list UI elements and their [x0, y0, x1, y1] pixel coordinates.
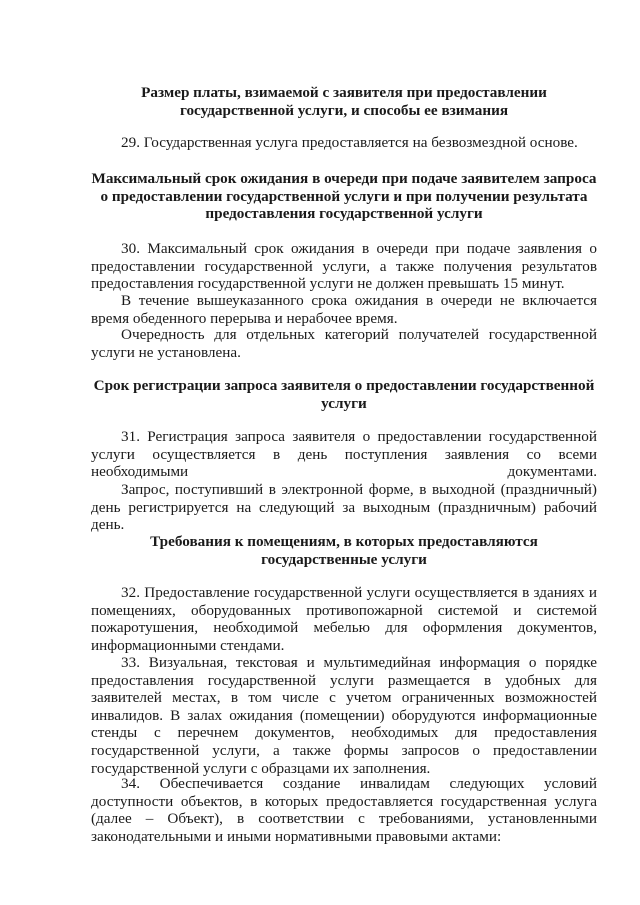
paragraph-29: 29. Государственная услуга предоставляется на безвозмездной основе.	[121, 134, 578, 151]
heading-fee: Размер платы, взимаемой с заявителя при предоставлении государственной услуги, и способы ее взимания	[141, 84, 547, 119]
paragraph-31-electronic: Запрос, поступивший в электронной форме, в выходной (праздничный) день регистрируется на следующий за выходным (праздничным) рабочий день.	[91, 481, 597, 534]
paragraph-31: 31. Регистрация запроса заявителя о предоставлении государственной услуги осуществляется в день поступления заявления со всеми необходимыми документами.	[91, 428, 597, 481]
paragraph-30-priority: Очередность для отдельных категорий получателей государственной услуги не установлена.	[91, 326, 597, 361]
paragraph-33: 33. Визуальная, текстовая и мультимедийная информация о порядке предоставления государственной услуги размещается в удобных для заявителей местах, в том числе с учетом ограниченных возможностей инвалидов. В залах ожидания (помещении) оборудуются информационные стенды с перечнем документов, необходимых для предоставления государственной услуги, а также формы запросов о предоставлении государственной услуги с образцами их заполнения.	[91, 654, 597, 777]
paragraph-32: 32. Предоставление государственной услуги осуществляется в зданиях и помещениях, оборудованных противопожарной системой и системой пожаротушения, необходимой мебелью для оформления документов, информационными стендами.	[91, 584, 597, 654]
heading-registration: Срок регистрации запроса заявителя о предоставлении государственной услуги	[93, 377, 595, 412]
heading-premises: Требования к помещениям, в которых предоставляются государственные услуги	[150, 533, 538, 568]
paragraph-30-break: В течение вышеуказанного срока ожидания в очереди не включается время обеденного перерыва и нерабочее время.	[91, 292, 597, 327]
paragraph-34: 34. Обеспечивается создание инвалидам следующих условий доступности объектов, в которых предоставляется государственная услуга (далее – Объект), в соответствии с требованиями, установленными законодательными и иными нормативными правовыми актами:	[91, 775, 597, 845]
heading-waiting-time: Максимальный срок ожидания в очереди при подаче заявителем запроса о предоставлении государственной услуги и при получении результата предоставления государственной услуги	[91, 170, 597, 223]
paragraph-30: 30. Максимальный срок ожидания в очереди при подаче заявления о предоставлении государственной услуги, а также получения результатов предоставления государственной услуги не должен превышать 15 минут.	[91, 240, 597, 293]
